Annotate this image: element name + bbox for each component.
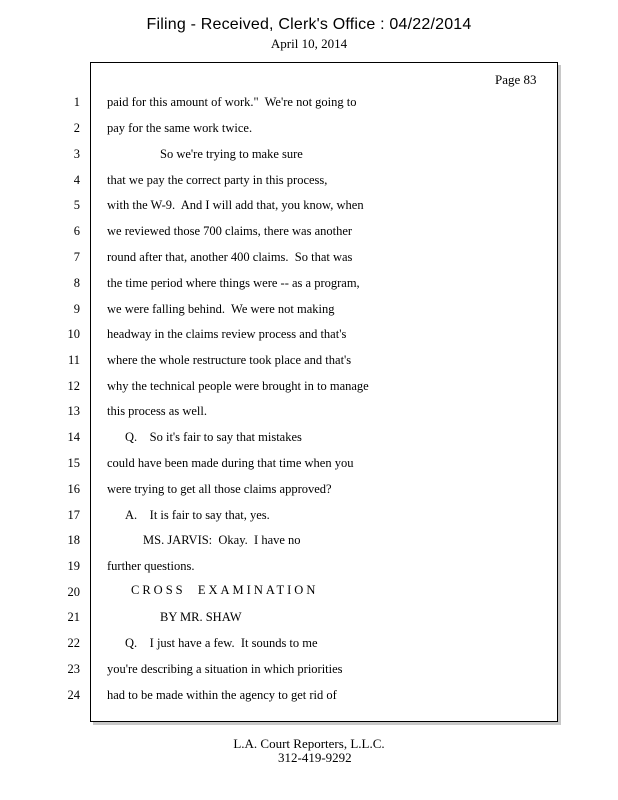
- transcript-line: where the whole restructure took place and that's: [107, 353, 352, 367]
- line-number: 10: [67, 327, 80, 341]
- transcript-line: Q. So it's fair to say that mistakes: [125, 430, 302, 444]
- court-reporter-phone: 312-419-9292: [278, 750, 352, 765]
- transcript-line: BY MR. SHAW: [160, 610, 242, 624]
- line-number: 13: [67, 404, 80, 418]
- transcript-line: why the technical people were brought in to manage: [107, 379, 369, 393]
- line-number: 14: [67, 430, 80, 444]
- court-reporter-name: L.A. Court Reporters, L.L.C.: [233, 736, 385, 751]
- line-number: 17: [67, 508, 80, 522]
- line-number: 20: [67, 585, 80, 599]
- line-number: 9: [73, 302, 80, 316]
- line-number: 19: [67, 559, 80, 573]
- transcript-line: pay for the same work twice.: [107, 121, 253, 135]
- transcript-line: A. It is fair to say that, yes.: [125, 508, 270, 522]
- transcript-line: MS. JARVIS: Okay. I have no: [143, 533, 301, 547]
- line-number: 15: [67, 456, 80, 470]
- line-number: 23: [67, 662, 80, 676]
- transcript-line: this process as well.: [107, 404, 207, 418]
- transcript-line: with the W-9. And I will add that, you know, when: [107, 198, 364, 212]
- line-number: 11: [67, 353, 80, 367]
- page-number: Page 83: [495, 72, 537, 87]
- line-number: 3: [73, 147, 80, 161]
- transcript-line: had to be made within the agency to get rid of: [107, 688, 337, 702]
- line-number: 4: [73, 173, 80, 187]
- hearing-date: April 10, 2014: [270, 36, 348, 51]
- filing-stamp-header: Filing - Received, Clerk's Office : 04/22/2014: [146, 16, 472, 33]
- transcript-line: we reviewed those 700 claims, there was another: [107, 224, 353, 238]
- transcript-line: paid for this amount of work." We're not going to: [107, 95, 357, 109]
- line-number: 12: [67, 379, 80, 393]
- line-number: 16: [67, 482, 80, 496]
- transcript-line: So we're trying to make sure: [160, 147, 303, 161]
- transcript-line: further questions.: [107, 559, 195, 573]
- transcript-line: you're describing a situation in which priorities: [107, 662, 343, 676]
- line-number: 7: [73, 250, 80, 264]
- transcript-line: were trying to get all those claims approved?: [107, 482, 332, 496]
- line-number: 8: [73, 276, 80, 290]
- transcript-line: the time period where things were -- as a program,: [107, 276, 360, 290]
- transcript-line: could have been made during that time when you: [107, 456, 354, 470]
- line-number: 18: [67, 533, 80, 547]
- line-number: 6: [73, 224, 80, 238]
- line-number: 24: [67, 688, 80, 702]
- transcript-line: Q. I just have a few. It sounds to me: [125, 636, 318, 650]
- transcript-line: that we pay the correct party in this process,: [107, 173, 328, 187]
- transcript-line: headway in the claims review process and that's: [107, 327, 347, 341]
- line-number: 22: [67, 636, 80, 650]
- line-number: 2: [73, 121, 80, 135]
- line-number: 5: [73, 198, 80, 212]
- transcript-line: round after that, another 400 claims. So that was: [107, 250, 353, 264]
- transcript-line: we were falling behind. We were not making: [107, 302, 335, 316]
- line-number: 1: [73, 95, 80, 109]
- section-heading: CROSS EXAMINATION: [131, 583, 319, 597]
- line-number: 21: [67, 610, 80, 624]
